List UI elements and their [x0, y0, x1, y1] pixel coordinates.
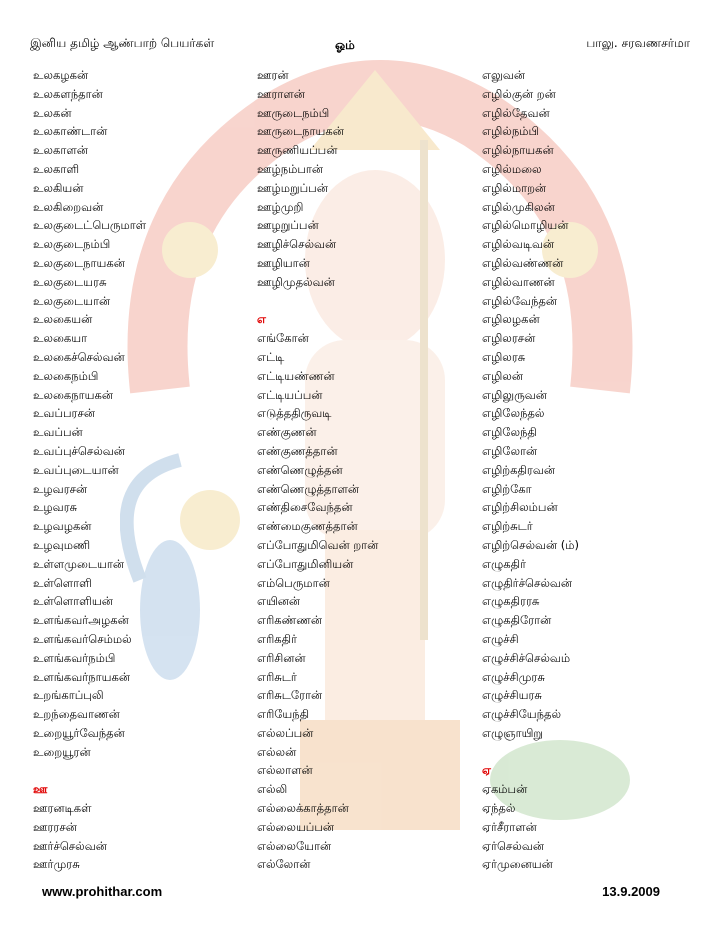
name-entry: எயினன்	[257, 594, 301, 609]
name-entry: ஊர்முரசு	[33, 857, 80, 872]
name-entry: எழிலுருவன்	[482, 387, 547, 402]
name-entry: உலகாளி	[33, 161, 80, 176]
name-entry: உலகுடைட்பெருமாள்	[33, 218, 147, 233]
name-entry: ஏந்தல்	[482, 801, 516, 816]
name-entry: எண்குணத்தான்	[257, 443, 338, 458]
name-entry: உழவுமணி	[33, 537, 91, 552]
name-entry: ஏர்முனையன்	[482, 857, 553, 872]
name-entry: உறங்காப்புலி	[33, 688, 104, 703]
name-entry: உலகுடைநம்பி	[33, 237, 111, 252]
name-entry: எழுதிர்ச்செல்வன்	[482, 575, 573, 590]
name-entry: எழில்குன் றன்	[482, 86, 556, 101]
name-entry: ஊர்ச்செல்வன்	[33, 838, 107, 853]
name-entry: எல்லன்	[257, 744, 297, 759]
name-entry: எழில்மாறன்	[482, 180, 547, 195]
name-entry: எல்லாளன்	[257, 763, 313, 778]
name-entry: எல்லையப்பன்	[257, 819, 335, 834]
name-entry: உலகைச்செல்வன்	[33, 349, 125, 364]
name-entry: உளங்கவர்செம்மல்	[33, 631, 132, 646]
name-entry: ஏர்சீராளன்	[482, 819, 537, 834]
name-entry: உழவழகன்	[33, 519, 92, 534]
name-entry: ஊழ்நம்பான்	[257, 161, 324, 176]
name-entry: உலகாளன்	[33, 143, 88, 158]
name-entry: உள்ளொளியன்	[33, 594, 113, 609]
name-entry: எழிலன்	[482, 368, 523, 383]
page-header	[30, 36, 698, 56]
name-entry: உறையூர்வேந்தன்	[33, 725, 125, 740]
name-entry: எழில்முகிலன்	[482, 199, 555, 214]
spacer	[257, 292, 378, 311]
spacer	[482, 743, 579, 762]
name-entry: எழில்வடிவன்	[482, 237, 555, 252]
name-entry: உலகழகன்	[33, 68, 89, 82]
name-entry: ஊரரசன்	[33, 819, 77, 834]
name-entry: எண்மைகுணத்தான்	[257, 519, 358, 534]
section-letter: ஊ	[33, 782, 48, 797]
name-entry: எழுச்சியேந்தல்	[482, 707, 562, 722]
name-entry: எப்போதுமினியன்	[257, 556, 354, 571]
name-entry: எழிலோன்	[482, 443, 538, 458]
name-entry: ஊழிச்செல்வன்	[257, 237, 337, 252]
name-entry: எழிற்சிலம்பன்	[482, 500, 558, 515]
name-entry: எழில்வேந்தன்	[482, 293, 558, 308]
name-entry: எண்திசைவேந்தன்	[257, 500, 353, 515]
name-entry: எழில்மலை	[482, 161, 542, 176]
name-entry: எரிகதிர்	[257, 631, 298, 646]
name-entry: ஏகம்பன்	[482, 782, 528, 797]
name-entry: ஏர்செல்வன்	[482, 838, 544, 853]
name-entry: எல்லோன்	[257, 857, 311, 872]
name-entry: எழிலேந்தல்	[482, 406, 545, 421]
name-entry: உலகுடைநாயகன்	[33, 255, 125, 270]
name-entry: எலுவன்	[482, 68, 525, 82]
name-entry: எழில்வாணன்	[482, 274, 555, 289]
name-entry: எரிசுடர்	[257, 669, 297, 684]
name-entry: ஊழ்மறுப்பன்	[257, 180, 328, 195]
name-entry: எழிற்சுடர்	[482, 519, 533, 534]
name-entry: உலகாண்டான்	[33, 124, 108, 139]
name-entry: எழிற்கோ	[482, 481, 532, 496]
name-entry: உறந்தைவாணன்	[33, 707, 120, 722]
name-entry: எல்லப்பன்	[257, 725, 314, 740]
name-entry: ஊழிமுதல்வன்	[257, 274, 335, 289]
name-entry: எல்லையோன்	[257, 838, 332, 853]
section-letter: ஏ	[482, 763, 491, 778]
name-entry: எட்டி	[257, 349, 285, 364]
name-entry: உலகிறைவன்	[33, 199, 104, 214]
name-entry: எழிற்செல்வன் (ம்)	[482, 537, 580, 552]
name-entry: எழுகதிரோன்	[482, 613, 552, 628]
name-entry: உவப்புடையான்	[33, 462, 119, 477]
name-entry: எழிலரசன்	[482, 331, 536, 346]
name-entry: ஊருணியப்பன்	[257, 143, 338, 158]
name-entry: எழில்வண்ணன்	[482, 255, 564, 270]
name-entry: உலகன்	[33, 105, 72, 120]
name-entry: எடுத்ததிருவடி	[257, 406, 332, 421]
name-entry: உளங்கவர்நாயகன்	[33, 669, 131, 684]
section-letter: எ	[257, 312, 266, 327]
names-column-2	[257, 66, 378, 874]
author-name: பாலு. சரவணசர்மா	[586, 36, 690, 50]
name-entry: எழுகதிரரசு	[482, 594, 540, 609]
name-entry: ஊழ்முறி	[257, 199, 304, 214]
name-entry: எழிலழகன்	[482, 312, 540, 327]
name-entry: எரிகண்ணன்	[257, 613, 323, 628]
om-symbol: ஓம்	[335, 38, 355, 52]
document-date: 13.9.2009	[602, 884, 660, 899]
name-entry: உளங்கவர்அழகன்	[33, 613, 129, 628]
name-entry: எட்டியண்ணன்	[257, 368, 335, 383]
name-entry: உலகுடையரசு	[33, 274, 107, 289]
name-entry: எப்போதுமிவென் றான்	[257, 537, 379, 552]
name-entry: எட்டியப்பன்	[257, 387, 323, 402]
name-entry: உலகையா	[33, 331, 88, 346]
name-entry: உள்ளொளி	[33, 575, 92, 590]
name-entry: உழவரசு	[33, 500, 78, 515]
name-entry: எம்பெருமான்	[257, 575, 330, 590]
name-entry: எண்ணெழுத்தாளன்	[257, 481, 359, 496]
name-entry: எழுஞாயிறு	[482, 725, 544, 740]
name-entry: எழில்மொழியன்	[482, 218, 569, 233]
name-entry: எல்லைக்காத்தான்	[257, 801, 349, 816]
name-entry: உவப்பரசன்	[33, 406, 96, 421]
spacer	[33, 761, 146, 780]
name-entry: எழில்நம்பி	[482, 124, 539, 139]
name-entry: ஊரன்	[257, 68, 289, 82]
name-entry: எண்ணெழுத்தன்	[257, 462, 343, 477]
name-entry: எழிலேந்தி	[482, 425, 537, 440]
name-entry: எண்குணன்	[257, 425, 317, 440]
name-entry: எழில்நாயகன்	[482, 143, 554, 158]
document-title: இனிய தமிழ் ஆண்பாற் பெயர்கள்	[30, 36, 215, 50]
name-entry: உழவரசன்	[33, 481, 88, 496]
name-entry: ஊராளன்	[257, 86, 305, 101]
name-entry: எரியேந்தி	[257, 707, 310, 722]
name-entry: எழுச்சிச்செல்வம்	[482, 650, 571, 665]
names-column-1	[33, 66, 146, 874]
name-entry: ஊழியான்	[257, 255, 310, 270]
name-entry: உலகளந்தான்	[33, 86, 103, 101]
name-entry: உலகைநாயகன்	[33, 387, 113, 402]
name-entry: எழிலரசு	[482, 349, 526, 364]
name-entry: உறையூரன்	[33, 744, 91, 759]
name-entry: எங்கோன்	[257, 331, 309, 346]
name-entry: எல்லி	[257, 782, 288, 797]
name-entry: உளங்கவர்நம்பி	[33, 650, 116, 665]
names-column-3	[482, 66, 579, 874]
name-entry: உலகுடையான்	[33, 293, 111, 308]
name-entry: உலகியன்	[33, 180, 84, 195]
name-entry: உலகைநம்பி	[33, 368, 99, 383]
website-link[interactable]: www.prohithar.com	[42, 884, 163, 899]
name-entry: ஊரனடிகள்	[33, 801, 92, 816]
name-entry: ஊருடைநாயகன்	[257, 124, 344, 139]
name-entry: உவப்பன்	[33, 425, 83, 440]
name-entry: உலகையன்	[33, 312, 93, 327]
name-entry: உள்ளமுடையான்	[33, 556, 125, 571]
name-entry: ஊருடைநம்பி	[257, 105, 330, 120]
name-entry: எரிசுடரோன்	[257, 688, 323, 703]
name-entry: எழுகதிர்	[482, 556, 527, 571]
name-entry: எழிற்கதிரவன்	[482, 462, 555, 477]
name-entry: உவப்புச்செல்வன்	[33, 443, 125, 458]
name-entry: ஊழறுப்பன்	[257, 218, 319, 233]
name-entry: எழுச்சியரசு	[482, 688, 542, 703]
name-entry: எழில்தேவன்	[482, 105, 550, 120]
name-entry: எழுச்சிமுரசு	[482, 669, 545, 684]
name-entry: எரிசினன்	[257, 650, 306, 665]
name-entry: எழுச்சி	[482, 631, 519, 646]
